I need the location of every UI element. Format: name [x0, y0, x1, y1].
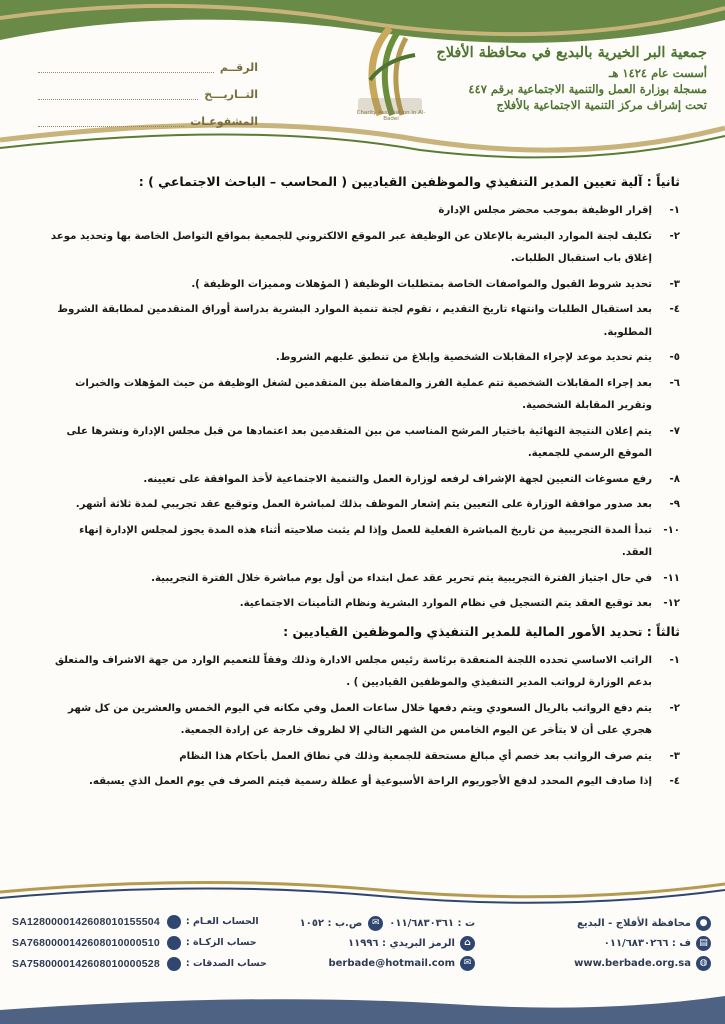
item-text: الراتب الاساسي تحدده اللجنة المنعقدة برئاسة رئيس مجلس الادارة وذلك وفقاً للتعميم الوارد من جهة الاشراف والمتعلق بدعم الوزارة لرواتب المدير التنفيذي والموظفين القياديين ) .	[54, 654, 652, 688]
reference-fields	[38, 54, 258, 135]
section3-item	[48, 746, 680, 769]
footer-contact-middle	[300, 913, 475, 973]
registration-number: مسجلة بوزارة العمل والتنمية الاجتماعية برقم ٤٤٧	[468, 82, 707, 96]
section2-item	[48, 568, 680, 591]
item-text: يتم صرف الرواتب بعد خصم أي مبالغ مستحقة للجمعية وذلك في نطاق العمل بأحكام هذا النظام	[179, 750, 652, 762]
section3-item	[48, 771, 680, 794]
item-number: ١٠-	[663, 524, 680, 536]
item-number: ٤-	[669, 776, 680, 787]
mailbox-icon: ✉	[368, 916, 383, 931]
item-number: ١٢-	[663, 598, 680, 609]
section2-item	[48, 347, 680, 370]
footer-contact-right	[574, 913, 711, 973]
item-text: تبدأ المدة التجريبية من تاريخ المباشرة الفعلية للعمل وإذا لم يثبت صلاحيته أثناء هذه المدة يجوز لمجلس الإدارة إنهاء العقد.	[79, 524, 652, 558]
item-text: بعد إجراء المقابلات الشخصية تتم عملية الفرز والمفاضلة بين المتقدمين لشغل الوظيفة من حيث المؤهلات والخبرات وتقرير المقابلة الشخصية.	[75, 377, 652, 411]
ref-number-label: الرقــم	[219, 61, 258, 74]
fax-icon: ▤	[696, 936, 711, 951]
section2-item	[48, 520, 680, 565]
ref-attachments-label: المشفوعـات	[190, 115, 258, 128]
item-number: ١-	[669, 654, 680, 666]
item-number: ٣-	[669, 750, 680, 762]
item-number: ٧-	[669, 425, 680, 437]
section2-item	[48, 469, 680, 492]
item-number: ٥-	[669, 352, 680, 363]
section3-item	[48, 650, 680, 695]
postal-code-text: الرمز البريدي : ١١٩٩٦	[348, 937, 455, 949]
ref-date-line	[38, 89, 198, 100]
section2-item	[48, 494, 680, 517]
item-number: ٣-	[669, 278, 680, 290]
item-text: بعد صدور موافقة الوزارة على التعيين يتم إشعار الموظف بذلك لمباشرة العمل وتوقيع عقد تجريبي لمدة ثلاثة أشهر.	[75, 499, 652, 510]
item-text: تحديد شروط القبول والمواصفات الخاصة بمتطلبات الوظيفة ( المؤهلات ومميزات الوظيفة ).	[191, 278, 652, 290]
section3-list	[48, 650, 680, 794]
item-number: ٤-	[669, 304, 680, 315]
bank-account-row	[12, 932, 267, 953]
bank-icon	[167, 957, 181, 971]
location-text: محافظة الأفلاج - البديع	[577, 917, 691, 929]
email-row	[300, 953, 475, 973]
item-text: يتم تحديد موعد لإجراء المقابلات الشخصية وإبلاغ من تنطبق عليهم الشروط.	[275, 352, 652, 363]
po-box-text: ص.ب : ١٠٥٢	[299, 917, 363, 929]
section2-item	[48, 593, 680, 616]
ref-attachments-row	[38, 108, 258, 135]
item-number: ٨-	[669, 473, 680, 485]
item-number: ٢-	[669, 230, 680, 242]
organization-name: جمعية البر الخيرية بالبديع في محافظة الأفلاج	[436, 44, 707, 61]
postal-code-row	[300, 933, 475, 953]
email-icon: ✉	[460, 956, 475, 971]
email-link[interactable]: berbade@hotmail.com	[328, 957, 455, 969]
location-row	[574, 913, 711, 933]
ref-date-row	[38, 81, 258, 108]
item-text: بعد استقبال الطلبات وانتهاء تاريخ التقديم ، تقوم لجنة تنمية الموارد البشرية بدراسة أوراق المتقدمين لمطابقة الشروط المطلوبة.	[57, 304, 652, 338]
bank-account-row	[12, 953, 267, 974]
organization-logo	[340, 20, 440, 140]
section3-item	[48, 698, 680, 743]
website-row	[574, 953, 711, 973]
iban-number: SA1280000142608010155504	[12, 915, 160, 928]
ref-number-row	[38, 54, 258, 81]
document-body	[48, 172, 680, 797]
postal-icon: ⌂	[460, 936, 475, 951]
item-number: ٦-	[669, 377, 680, 389]
section2-item	[48, 274, 680, 297]
item-text: يتم إعلان النتيجة النهائية باختيار المرشح المناسب من بين المتقدمين بعد اعتمادها من قبل مجلس الإدارة ونشرها على الموقع الرسمي للجمعية.	[66, 425, 652, 459]
organization-info	[417, 44, 707, 113]
section3-title: ثالثاً : تحديد الأمور المالية للمدير التنفيذي والموظفين القياديين :	[283, 623, 680, 639]
section2-title: ثانياً : آلية تعيين المدير التنفيذي والموظفين القياديين ( المحاسب – الباحث الاجتماعي ) :	[138, 174, 680, 189]
website-link[interactable]: www.berbade.org.sa	[574, 957, 691, 969]
item-number: ١-	[669, 205, 680, 216]
ref-date-label: التــاريـــخ	[204, 88, 258, 101]
iban-number: SA7680000142608010000510	[12, 936, 160, 949]
phone-pobox-row	[300, 913, 475, 933]
founded-year: أسست عام ١٤٢٤ هـ	[608, 66, 707, 80]
bank-icon	[167, 936, 181, 950]
section2-item	[48, 421, 680, 466]
location-pin-icon: ●	[696, 916, 711, 931]
fax-text: ف : ٠١١/٦٨٣٠٢٦٦	[603, 937, 691, 949]
account-label: الحساب العـام :	[185, 916, 259, 927]
item-text: بعد توقيع العقد يتم التسجيل في نظام الموارد البشرية ونظام التأمينات الاجتماعية.	[239, 598, 652, 609]
supervision-note: تحت إشراف مركز التنمية الاجتماعية بالأفلاج	[496, 98, 707, 112]
bank-icon	[167, 915, 181, 929]
globe-icon: ◍	[696, 956, 711, 971]
logo-caption: Charity Association in Al-Badei	[356, 110, 426, 122]
item-number: ٩-	[669, 499, 680, 510]
item-number: ١١-	[663, 572, 680, 584]
bank-accounts	[12, 911, 267, 974]
item-number: ٢-	[669, 702, 680, 714]
phone-text: ت : ٠١١/٦٨٣٠٣٦١	[389, 917, 475, 929]
item-text: رفع مسوغات التعيين لجهة الإشراف لرفعه لوزارة العمل والتنمية الاجتماعية لأخذ الموافقة على تعيينه.	[143, 473, 652, 485]
item-text: إذا صادف اليوم المحدد لدفع الأجوريوم الراحة الأسبوعية أو عطلة رسمية فيتم الصرف في يوم العمل الذي يسبقه.	[89, 776, 652, 787]
ref-number-line	[38, 62, 214, 73]
item-text: يتم دفع الرواتب بالريال السعودي ويتم دفعها خلال ساعات العمل وفي مكانه في اليوم الخمس والعشرين من كل شهر هجري على أن لا يتأخر عن اليوم الخامس من الشهر التالي إلا لظروف خارجة عن إرادة الجمعية.	[68, 702, 652, 736]
section2-item	[48, 226, 680, 271]
section2-item	[48, 373, 680, 418]
footer-contact	[0, 905, 725, 995]
iban-number: SA7580000142608010000528	[12, 957, 160, 970]
bank-account-row	[12, 911, 267, 932]
section2-list	[48, 200, 680, 616]
account-label: حساب الزكـاة :	[185, 937, 257, 948]
item-text: تكليف لجنة الموارد البشرية بالإعلان عن الوظيفة عبر الموقع الالكتروني للجمعية بمواقع التواصل الخاصة بها وتحديد موعد إغلاق باب استقبال الطلبات.	[50, 230, 652, 264]
section2-item	[48, 200, 680, 223]
section2-item	[48, 299, 680, 344]
account-label: حساب الصدقات :	[185, 958, 267, 969]
item-text: إقرار الوظيفة بموجب محضر مجلس الإدارة	[438, 205, 652, 216]
item-text: في حال اجتياز الفترة التجريبية يتم تحرير عقد عمل ابتداء من أول يوم مباشرة خلال الفترة التجريبية.	[151, 572, 652, 584]
fax-row	[574, 933, 711, 953]
ref-attachments-line	[38, 116, 184, 127]
